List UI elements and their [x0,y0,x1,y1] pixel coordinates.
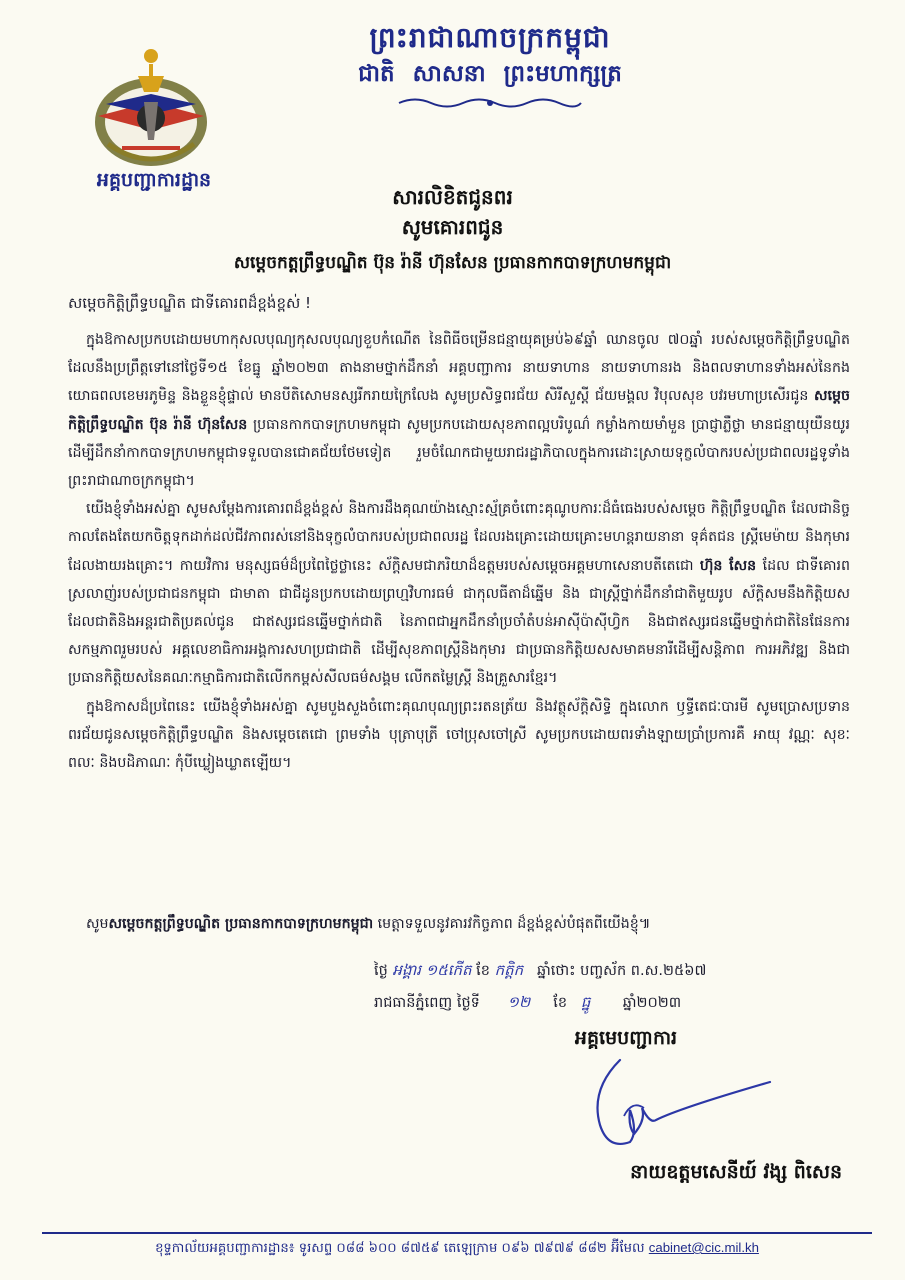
national-motto: ជាតិ សាសនា ព្រះមហាក្សត្រ [358,60,622,87]
handwritten-month: ធ្នូ [580,993,591,1011]
closing-paragraph: សូមសម្តេចកត្តព្រឹទ្ធបណ្ឌិត ប្រធានកាកបាទក្រហមកម្ពុជា មេត្តាទទួលនូវគារវកិច្ចភាព ដ៏ខ្ពង់ខ្ពស់បំផុតពីយើងខ្ញុំ៕ [86,916,651,932]
lunar-date-line: ថ្ងៃ អង្គារ ១៥កើត ខែ កត្តិក ឆ្នាំថោះ បញ្ចស័ក ព.ស.២៥៦៧ [374,961,707,979]
letter-body [68,326,850,777]
military-emblem-logo [78,44,224,172]
handwritten-lunar-month: កត្តិក [494,961,524,979]
salutation: សម្តេចកិត្តិព្រឹទ្ធបណ្ឌិត ជាទីគោរពដ៏ខ្ពង់ខ្ពស់ ! [68,294,312,312]
handwritten-signature [560,1050,810,1165]
body-paragraph-3: ក្នុងឱកាសដ៏ប្រពៃនេះ យើងខ្ញុំទាំងអស់គ្នា សូមបួងសួងចំពោះគុណបុណ្យព្រះរតនត្រ័យ និងវត្ថុស័ក្តិសិទ្ធិ ក្នុងលោក ឫទ្ធីតេជៈបារមី សូមប្រោសប្រទានពរជ័យជូនសម្តេចកិត្តិព្រឹទ្ធបណ្ឌិត និងសម្តេចតេជោ ព្រមទាំង បុត្រាបុត្រី ចៅប្រុសចៅស្រី សូមប្រកបដោយពរទាំងឡាយប្រាំប្រការគឺ អាយុ វណ្ណៈ សុខៈ ពលៈ និងបដិភាណៈ កុំបីឃ្លៀងឃ្លាតឡើយ។ [68,698,850,772]
handwritten-day: ១២ [507,993,531,1011]
header-ornament-divider [395,96,585,110]
department-name: អគ្គបញ្ជាការដ្ឋាន [96,169,212,191]
body-paragraph-2: យើងខ្ញុំទាំងអស់គ្នា សូមសម្តែងការគោរពដ៏ខ្ពង់ខ្ពស់ និងការដឹងគុណយ៉ាងស្មោះស្ម័គ្រចំពោះគុណូបការៈដ៏ធំធេងរបស់សម្តេច កិត្តិព្រឹទ្ធបណ្ឌិត ដែលជានិច្ចកាលតែងតែយកចិត្តទុកដាក់ដល់ជីវភាពរស់នៅនិងទុក្ខលំបាករបស់ប្រជាពលរដ្ឋ ដែលរងគ្រោះដោយគ្រោះមហន្តរាយនានា ទុគ៌តជន ស្ត្រីមេម៉ាយ និងកុមារដែលងាយរងគ្រោះ។ កាយវិការ មនុស្សធម៌ដ៏ប្រពៃថ្លៃថ្លានេះ ស័ក្តិសមជាភរិយាដ៏ឧត្តមរបស់សម្តេចអគ្គមហាសេនាបតីតេជោ ហ៊ុន សែន ដែល ជាទីគោរពស្រលាញ់របស់ប្រជាជនកម្ពុជា ជាមាតា ជាជីដូនប្រកបដោយព្រហ្មវិហារធម៌ ជាកុលធីតាដ៏ឆ្នើម និង ជាស្ត្រីថ្នាក់ដឹកនាំជាតិមួយរូប ស័ក្តិសមនឹងកិត្តិយសដែលជាតិនិងអន្តរជាតិប្រគល់ជូន ជាឥស្សរជនឆ្នើមថ្នាក់ជាតិ នៃភាពជាអ្នកដឹកនាំប្រចាំតំបន់អាស៊ីប៉ាស៊ីហ្វិក និងជាឥស្សរជនឆ្នើមថ្នាក់ជាតិនៃផែនការសកម្មភាពរួមរបស់ អគ្គលេខាធិការអង្គការសហប្រជាជាតិ ដើម្បីសុខភាពស្ត្រីនិងកុមារ ជាប្រធានកិត្តិយសសមាគមនារីដើម្បីសន្តិភាព ការអភិវឌ្ឍ និងជាប្រធានកិត្តិយសនៃគណៈកម្មាធិការជាតិលើកកម្ពស់សីលធម៌សង្គម លើកតម្លៃស្ត្រី និងគ្រួសារខ្មែរ។ [68,501,850,687]
email-link[interactable]: cabinet@cic.mil.kh [648,1240,759,1255]
footer-divider [42,1232,872,1234]
kingdom-title: ព្រះរាជាណាចក្រកម្ពុជា [369,21,611,54]
body-paragraph-1: ក្នុងឱកាសប្រកបដោយមហាកុសលបុណ្យកុសលបុណ្យខួបកំណើត នៃពិធីចម្រើនជន្មាយុគម្រប់៦៩ឆ្នាំ ឈានចូល ៧០ឆ្នាំ របស់សម្តេចកិត្តិព្រឹទ្ធបណ្ឌិត ដែលនឹងប្រព្រឹត្តទៅនៅថ្ងៃទី១៥ ខែធ្នូ ឆ្នាំ២០២៣ តាងនាមថ្នាក់ដឹកនាំ អគ្គបញ្ជាការ នាយទាហាន នាយទាហានរង និងពលទាហានទាំងអស់នៃកងយោធពលខេមរភូមិន្ទ និងខ្លួនខ្ញុំផ្ទាល់ មានបីតិសោមនស្សរីករាយក្រៃលែង សូមប្រសិទ្ធពរជ័យ សិរីសួស្តី ជ័យមង្គល វិបុលសុខ បវរមហាប្រសើរជូន សម្តេចកិត្តិព្រឹទ្ធបណ្ឌិត ប៊ុន រ៉ានី ហ៊ុនសែន ប្រធានកាកបាទក្រហមកម្ពុជា សូមប្រកបដោយសុខភាពល្អបរិបូណ៌ កម្លាំងកាយមាំមួន ប្រាជ្ញាភ្លឺថ្លា មានជន្មាយុយឺនយូរ ដើម្បីដឹកនាំកាកបាទក្រហមកម្ពុជាទទួលបានជោគជ័យថែមទៀត រួមចំណែកជាមួយរាជរដ្ឋាភិបាលក្នុងការដោះស្រាយទុក្ខលំបាករបស់ប្រជាពលរដ្ឋទូទាំងព្រះរាជាណាចក្រកម្ពុជា។ [68,332,851,490]
footer-contact: ខុទ្ទកាល័យអគ្គបញ្ជាការដ្ឋាន៖ ទូរសព្ទ ០៨៨ ៦០០ ៨៧៥៩ តេឡេក្រាម ០៩៦ ៧៩៧៩ ៨៨២ អ៊ីមែល cabinet@cic.mil.kh [155,1240,759,1256]
signer-name: នាយឧត្តមសេនីយ៍ វង្ស ពិសេន [630,1161,842,1183]
recipient-heading: សម្តេចកត្តព្រឹទ្ធបណ្ឌិត ប៊ុន រ៉ានី ហ៊ុនសែន ប្រធានកាកបាទក្រហមកម្ពុជា [233,253,672,273]
solar-date-line: រាជធានីភ្នំពេញ ថ្ងៃទី ១២ ខែ ធ្នូ ឆ្នាំ២០២៣ [374,993,682,1011]
respect-heading: សូមគោរពជូន [401,215,504,239]
commander-title: អគ្គមេបញ្ជាការ [574,1027,678,1049]
letter-type-heading: សារលិខិតជូនពរ [392,185,513,209]
handwritten-lunar-day: អង្គារ ១៥កើត [392,961,472,979]
